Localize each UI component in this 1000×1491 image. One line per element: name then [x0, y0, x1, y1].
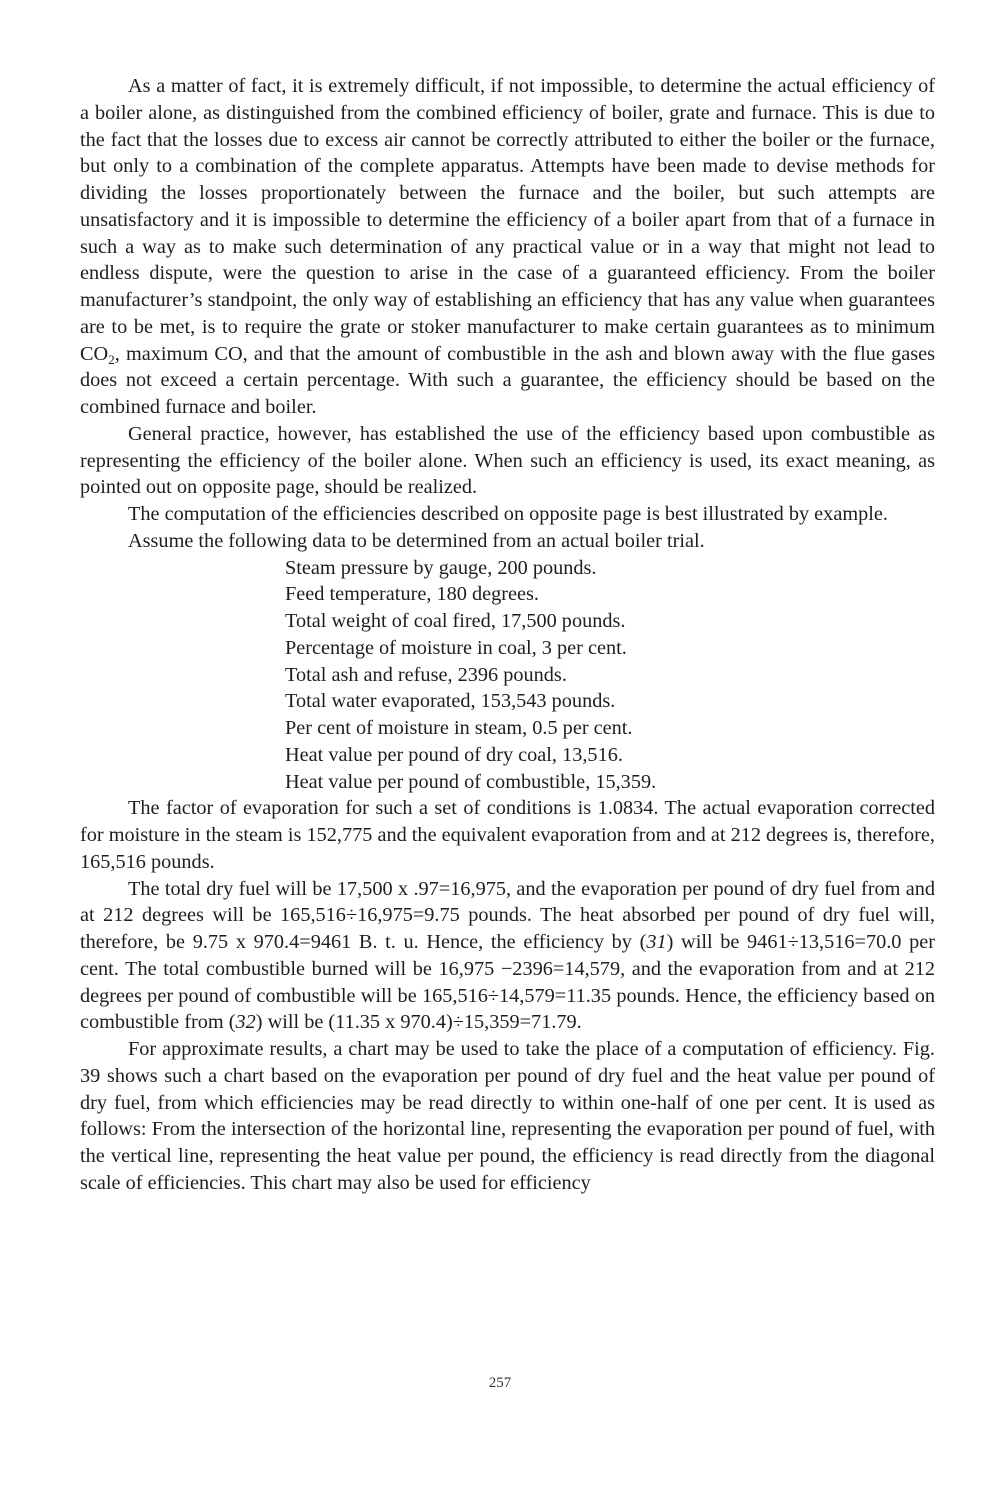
- paragraph-general-practice: General practice, however, has established the use of the efficiency based upon combustible as representing the efficiency of the boiler alone. When such an efficiency is used, its exact meaning, as pointed out on opposite page, should be realized.: [80, 422, 935, 499]
- trial-data-item: Total water evaporated, 153,543 pounds.: [285, 690, 616, 713]
- paragraph-text: , maximum CO, and that the amount of combustible in the ash and blown away with the flue gases does not exceed a certain percentage. With such a guarantee, the efficiency should be based on the combined furnace and boiler.: [80, 342, 935, 418]
- trial-data-item: Heat value per pound of dry coal, 13,516.: [285, 743, 623, 766]
- paragraph-text: ) will be 9461÷13,516=70.0 per cent. The total combustible burned will be 16,975 −2396=14,579, and the evaporation from and at 212 degrees per pound of combustible will be 165,516÷14,579=11.35 pounds. Hence, the efficiency based on combustible from (: [80, 931, 935, 1034]
- trial-data-item: Heat value per pound of combustible, 15,359.: [285, 770, 657, 793]
- equation-reference-32: 32: [235, 1011, 256, 1034]
- trial-data-item: Total weight of coal fired, 17,500 pounds.: [285, 610, 626, 632]
- page-number: 257: [488, 1375, 512, 1391]
- paragraph-boiler-efficiency: [80, 73, 935, 421]
- page-body: [80, 73, 935, 1197]
- co2-subscript: 2: [108, 351, 115, 367]
- paragraph-text: As a matter of fact, it is extremely difficult, if not impossible, to determine the actual efficiency of a boiler alone, as distinguished from the combined efficiency of boiler, grate and furnace. This is due to the fact that the losses due to excess air cannot be correctly attributed to either the boiler or the furnace, but only to a combination of the complete apparatus. Attempts have been made to devise methods for dividing the losses proportionately between the furnace and the boiler, but such attempts are unsatisfactory and it is impossible to determine the efficiency of a boiler apart from that of a furnace in such a way as to make such determination of any practical value or in a way that might not lead to endless dispute, were the question to arise in the case of a guaranteed efficiency. From the boiler manufacturer’s standpoint, the only way of establishing an efficiency that has any value when guarantees are to be met, is to require the grate or stoker manufacturer to make certain guarantees as to minimum CO: [80, 75, 935, 365]
- paragraph-text: The total dry fuel will be 17,500 x .97=16,975, and the evaporation per pound of dry fuel from and at 212 degrees will be 165,516÷16,975=9.75 pounds. The heat absorbed per pound of dry fuel will, therefore, be 9.75 x 970.4=9461 B. t. u. Hence, the efficiency by (: [80, 877, 935, 953]
- trial-data-item: Percentage of moisture in coal, 3 per cent.: [285, 636, 627, 659]
- trial-data-item: Total ash and refuse, 2396 pounds.: [285, 663, 567, 686]
- paragraph-text: ) will be (11.35 x 970.4)÷15,359=71.79.: [255, 1011, 582, 1034]
- trial-data-item: Feed temperature, 180 degrees.: [285, 583, 539, 606]
- paragraph-approximate-chart: For approximate results, a chart may be used to take the place of a computation of efficiency. Fig. 39 shows such a chart based on the evaporation per pound of dry fuel and the heat value per pound of dry fuel, from which efficiencies may be read directly to within one-half of one per cent. It is used as follows: From the intersection of the horizontal line, representing the evaporation per pound of fuel, with the vertical line, representing the heat value per pound, the efficiency is read directly from the diagonal scale of efficiencies. This chart may also be used for efficiency: [80, 1038, 935, 1194]
- paragraph-efficiency-computation: [80, 876, 935, 1037]
- paragraph-assume-data: Assume the following data to be determined from an actual boiler trial.: [128, 529, 705, 552]
- trial-data-item: Per cent of moisture in steam, 0.5 per cent.: [285, 717, 633, 739]
- equation-reference-31: 31: [646, 931, 667, 953]
- trial-data-list: [80, 555, 935, 796]
- trial-data-item: Steam pressure by gauge, 200 pounds.: [285, 556, 597, 579]
- paragraph-computation: The computation of the efficiencies described on opposite page is best illustrated by example.: [128, 503, 888, 525]
- paragraph-factor-of-evaporation: The factor of evaporation for such a set of conditions is 1.0834. The actual evaporation corrected for moisture in the steam is 152,775 and the equivalent evaporation from and at 212 degrees is, therefore, 165,516 pounds.: [80, 797, 935, 873]
